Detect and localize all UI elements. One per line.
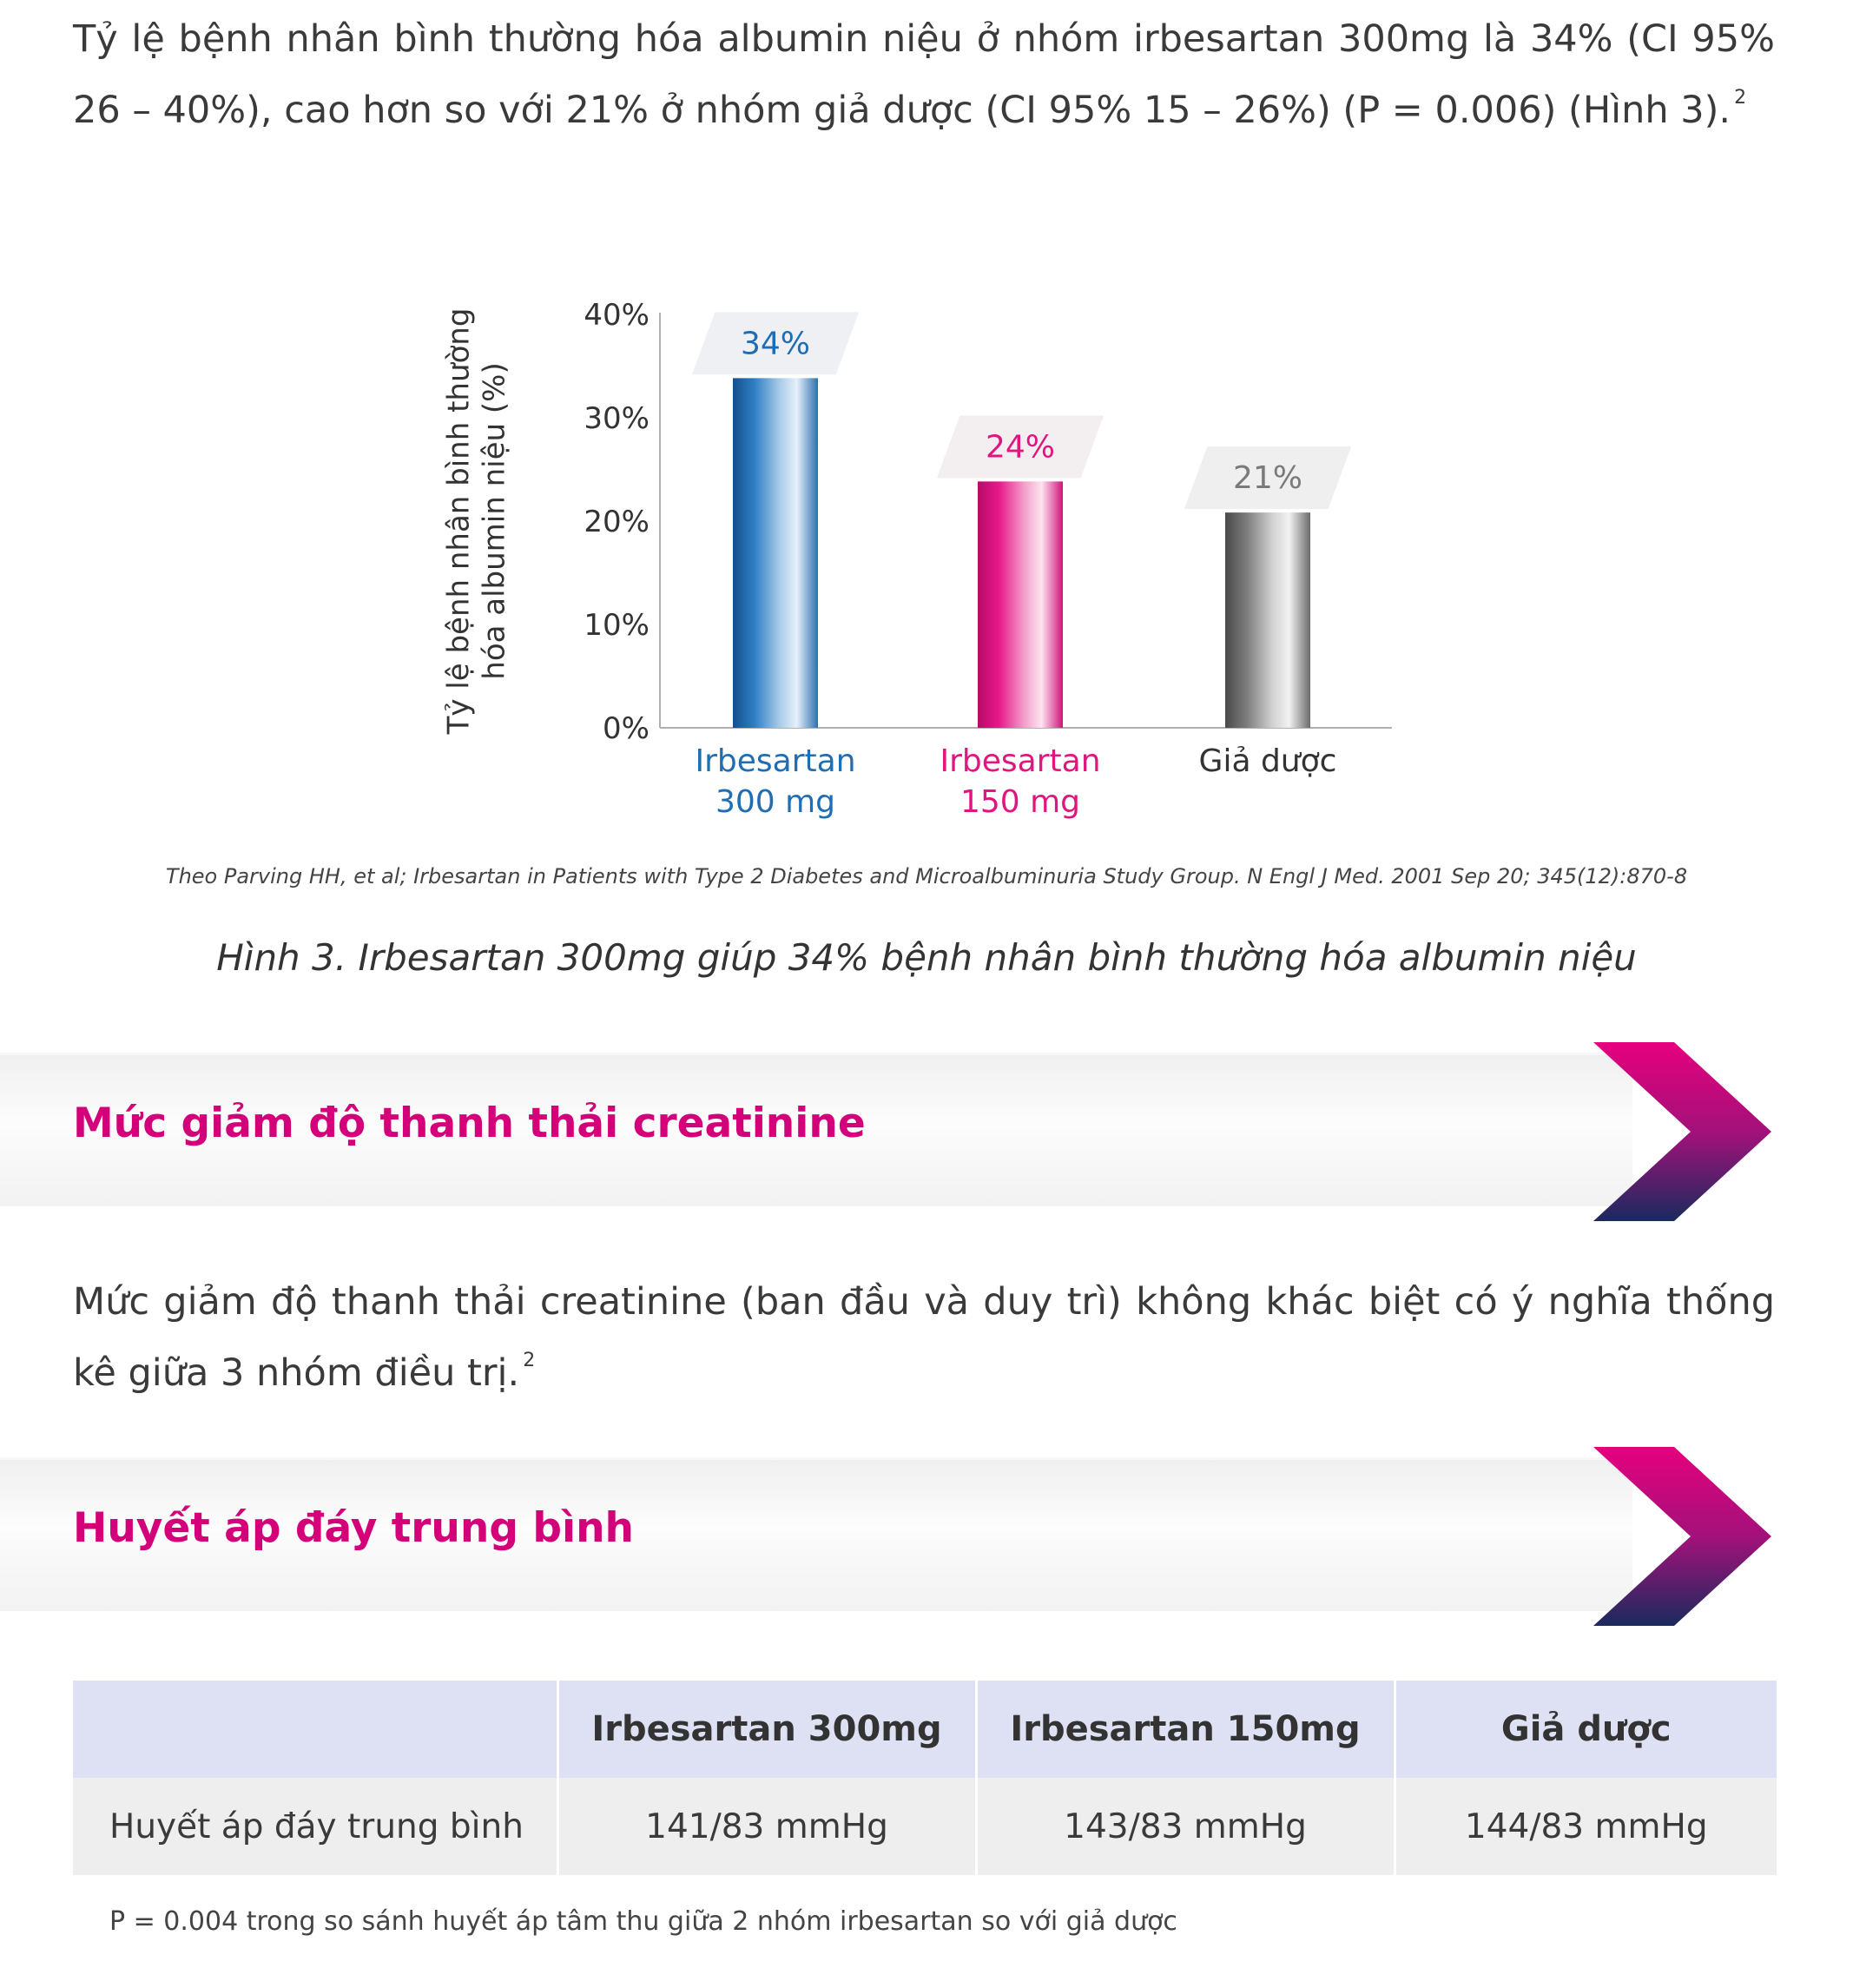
table-row-label: Huyết áp đáy trung bình bbox=[73, 1778, 557, 1875]
figure-caption: Hình 3. Irbesartan 300mg giúp 34% bệnh nhân bình thường hóa albumin niệu bbox=[216, 936, 1637, 979]
table-footnote: P = 0.004 trong so sánh huyết áp tâm thu giữa 2 nhóm irbesartan so với giả dược bbox=[109, 1906, 1177, 1937]
creatinine-text: Mức giảm độ thanh thải creatinine (ban đầu và duy trì) không khác biệt có ý nghĩa thống kê giữa 3 nhóm điều trị. bbox=[73, 1280, 1775, 1395]
table-header-placebo: Giả dược bbox=[1395, 1681, 1777, 1778]
table-header-empty bbox=[73, 1681, 557, 1778]
blood-pressure-table bbox=[73, 1681, 1777, 1875]
x-tick-label-2: Irbesartan 150 mg bbox=[940, 743, 1101, 820]
albumin-normalization-bar-chart bbox=[0, 0, 1853, 851]
intro-text: Tỷ lệ bệnh nhân bình thường hóa albumin niệu ở nhóm irbesartan 300mg là 34% (CI 95% 26 – 40%), cao hơn so với 21% ở nhóm giả dược (CI 95% 15 – 26%) (P = 0.006) (Hình 3). bbox=[73, 17, 1775, 132]
y-tick-label: 20% bbox=[584, 505, 650, 539]
chevron-right-icon bbox=[1593, 1042, 1789, 1221]
y-tick-label: 0% bbox=[603, 711, 650, 746]
y-tick-label: 10% bbox=[584, 608, 650, 643]
creatinine-reference: 2 bbox=[523, 1350, 536, 1371]
table-cell-irbesartan-300: 141/83 mmHg bbox=[557, 1778, 976, 1875]
bar-1 bbox=[733, 376, 818, 728]
x-tick-label-1: Irbesartan 300 mg bbox=[695, 743, 856, 820]
y-tick-label: 40% bbox=[584, 298, 650, 333]
table-row bbox=[73, 1778, 1777, 1875]
table-cell-irbesartan-150: 143/83 mmHg bbox=[976, 1778, 1395, 1875]
y-tick-label: 30% bbox=[584, 401, 650, 436]
value-label-1: 34% bbox=[740, 326, 811, 362]
section-header-blood-pressure bbox=[0, 1447, 1789, 1612]
value-label-3: 21% bbox=[1232, 460, 1303, 497]
x-tick-label-3: Giả dược bbox=[1198, 743, 1337, 779]
bar-2 bbox=[978, 479, 1063, 728]
y-axis-label: Tỷ lệ bệnh nhân bình thườnghóa albumin niệu (%) bbox=[441, 307, 512, 735]
table-cell-placebo: 144/83 mmHg bbox=[1395, 1778, 1777, 1875]
section-title: Huyết áp đáy trung bình bbox=[73, 1504, 635, 1552]
intro-reference: 2 bbox=[1734, 87, 1747, 109]
section-header-creatinine bbox=[0, 1042, 1789, 1207]
table-header-row bbox=[73, 1681, 1777, 1778]
chart-source-note: Theo Parving HH, et al; Irbesartan in Patients with Type 2 Diabetes and Microalbuminuria Study Group. N Engl J Med. 2001 Sep 20; 345(12):870-8 bbox=[165, 864, 1688, 888]
table-header-irbesartan-300: Irbesartan 300mg bbox=[557, 1681, 976, 1778]
creatinine-paragraph bbox=[73, 1273, 1775, 1403]
bar-3 bbox=[1225, 511, 1310, 728]
table-header-irbesartan-150: Irbesartan 150mg bbox=[976, 1681, 1395, 1778]
chevron-right-icon bbox=[1593, 1447, 1789, 1626]
value-label-2: 24% bbox=[985, 429, 1056, 466]
section-title: Mức giảm độ thanh thải creatinine bbox=[73, 1100, 866, 1147]
